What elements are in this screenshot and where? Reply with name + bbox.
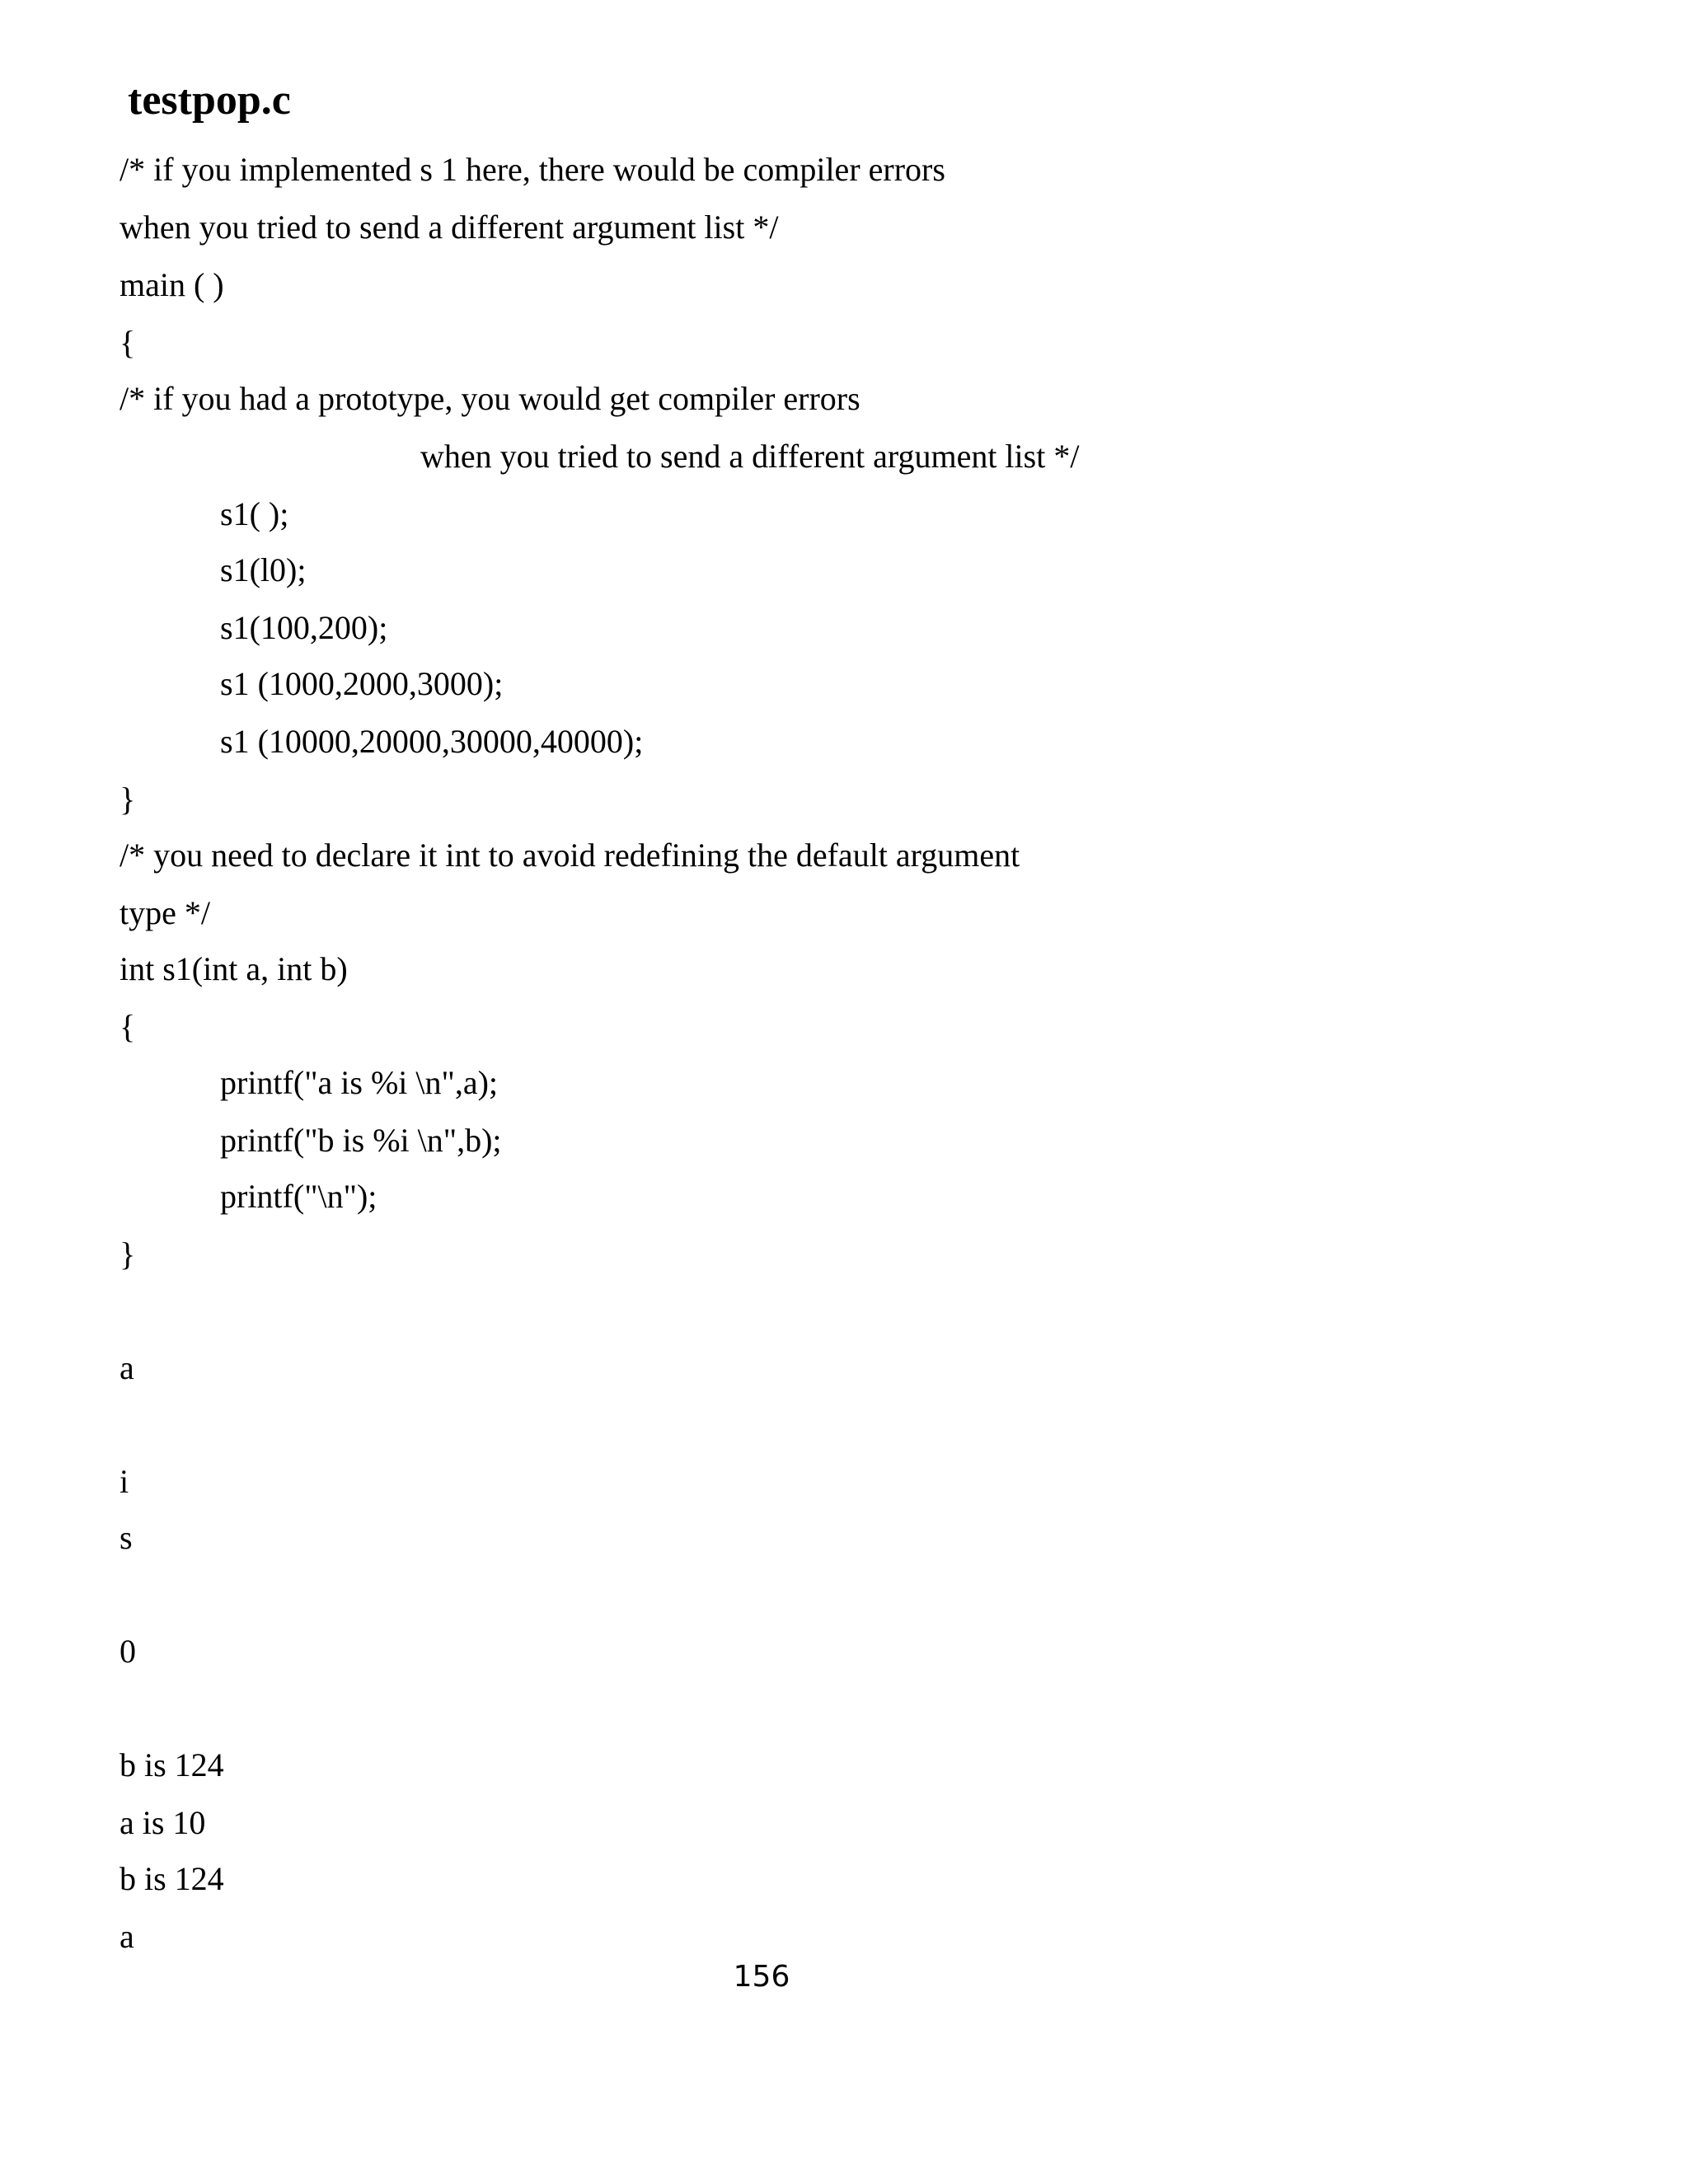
code-line-15: int s1(int a, int b) <box>120 950 348 987</box>
document-title: testpop.c <box>128 77 291 124</box>
output-line-5: b is 124 <box>120 1746 224 1783</box>
page-number: 156 <box>733 1960 790 1994</box>
output-line-4: 0 <box>120 1633 136 1670</box>
code-line-12: } <box>120 780 136 818</box>
code-line-5: /* if you had a prototype, you would get compiler errors <box>120 380 860 417</box>
output-line-6: a is 10 <box>120 1804 206 1841</box>
code-line-18: printf("b is %i \n",b); <box>220 1122 502 1159</box>
output-line-8: a <box>120 1918 134 1955</box>
code-line-20: } <box>120 1235 136 1272</box>
code-line-2: when you tried to send a different argument list */ <box>120 209 779 246</box>
code-line-13: /* you need to declare it int to avoid redefining the default argument <box>120 837 1020 874</box>
output-line-2: i <box>120 1463 129 1500</box>
code-line-6: when you tried to send a different argument list */ <box>420 438 1080 475</box>
code-line-10: s1 (1000,2000,3000); <box>220 665 504 702</box>
code-line-17: printf("a is %i \n",a); <box>220 1064 499 1101</box>
code-line-11: s1 (10000,20000,30000,40000); <box>220 723 644 760</box>
output-line-1: a <box>120 1349 134 1386</box>
code-line-14: type */ <box>120 894 210 931</box>
output-line-3: s <box>120 1519 133 1556</box>
code-line-8: s1(l0); <box>220 551 307 588</box>
code-line-1: /* if you implemented s 1 here, there would be compiler errors <box>120 151 945 188</box>
output-line-7: b is 124 <box>120 1860 224 1897</box>
code-line-7: s1( ); <box>220 495 289 532</box>
code-line-9: s1(100,200); <box>220 609 388 646</box>
code-line-16: { <box>120 1008 136 1045</box>
code-line-3: main ( ) <box>120 266 224 303</box>
code-line-19: printf("\n"); <box>220 1178 377 1215</box>
code-line-4: { <box>120 324 136 361</box>
